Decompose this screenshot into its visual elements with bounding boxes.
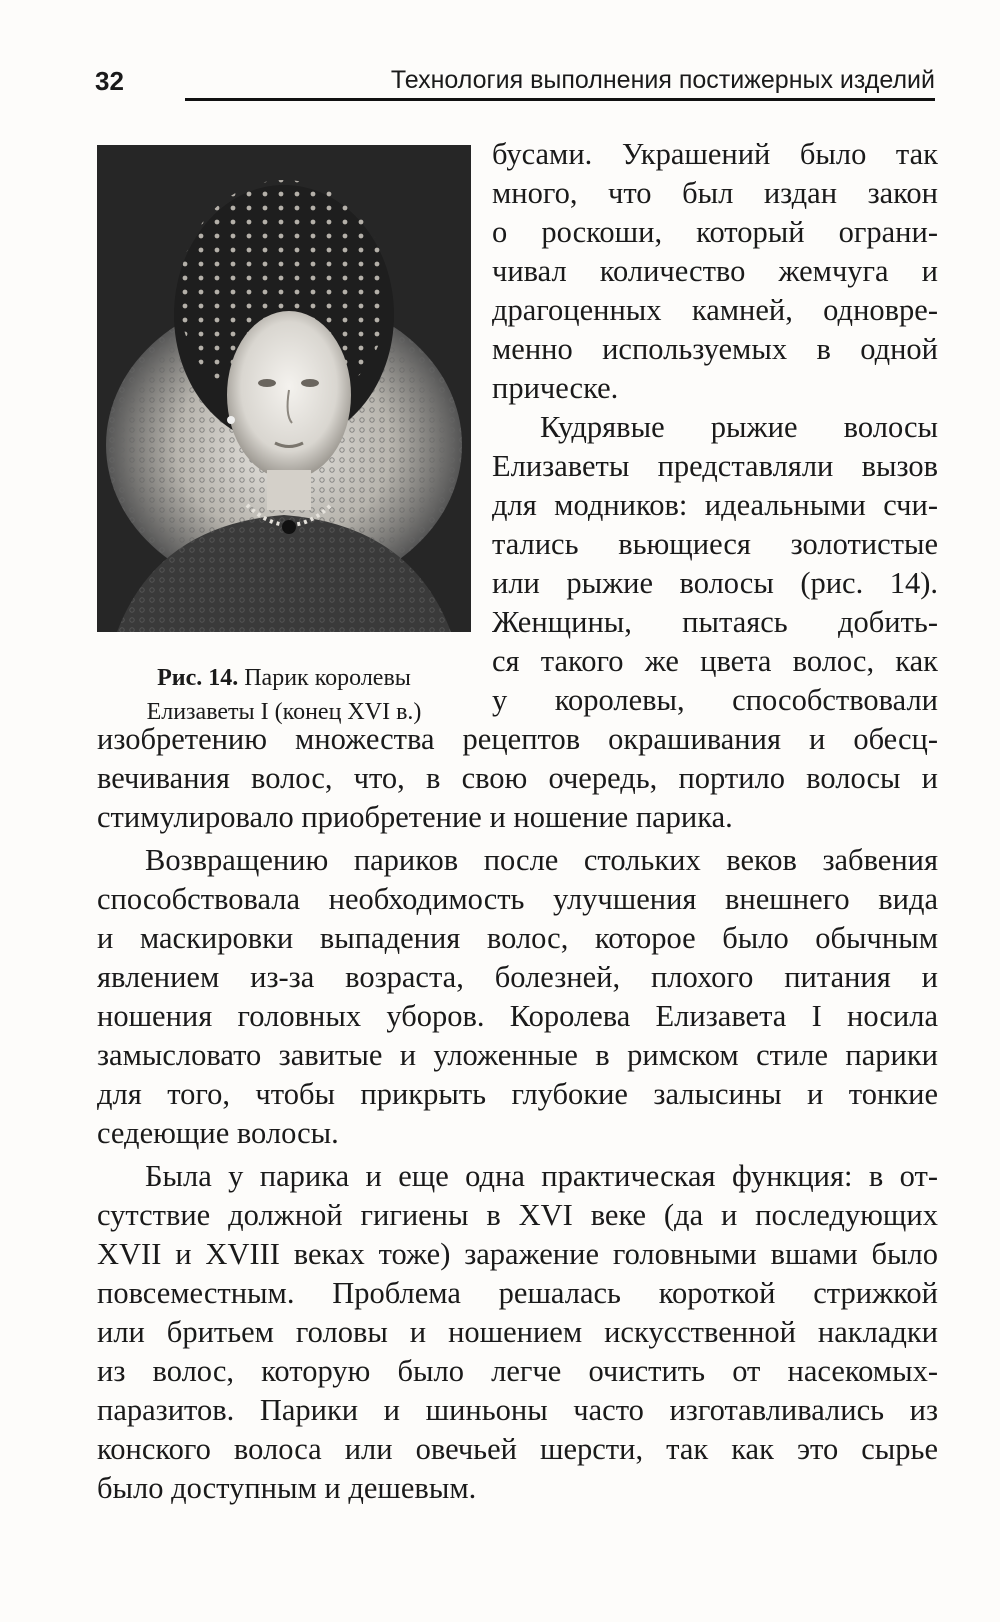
text-line: вечивания волос, что, в свою очередь, портило волосы и — [97, 761, 938, 795]
text-line: было доступным и дешевым. — [97, 1471, 477, 1505]
text-line: тались вьющиеся золотистые — [492, 527, 938, 561]
text-line: явлением из-за возраста, болезней, плохого питания и — [97, 960, 938, 994]
text-line: Женщины, пытаясь добить- — [492, 605, 938, 639]
page-number: 32 — [95, 66, 124, 96]
text-line: много, что был издан закон — [492, 176, 938, 210]
text-line: сутствие должной гигиены в XVI веке (да и последующих — [97, 1198, 938, 1232]
text-line: или рыжие волосы (рис. 14). — [492, 566, 938, 600]
text-line: конского волоса или овечьей шерсти, так как это сырье — [97, 1432, 938, 1466]
text-line: и маскировки выпадения волос, которое было обычным — [97, 921, 938, 955]
text-line: у королевы, способствовали — [492, 683, 938, 717]
text-line: стимулировало приобретение и ношение парика. — [97, 800, 733, 834]
text-line: бусами. Украшений было так — [492, 137, 938, 171]
text-line: о роскоши, который ограни- — [492, 215, 938, 249]
text-line: паразитов. Парики и шиньоны часто изготавливались из — [97, 1393, 938, 1427]
text-line: Кудрявые рыжие волосы — [540, 410, 938, 444]
figure-label: Рис. 14. — [157, 665, 239, 691]
text-line: драгоценных камней, одновре- — [492, 293, 938, 327]
caption-line-1: Парик королевы — [244, 665, 411, 691]
text-line: способствовала необходимость улучшения внешнего вида — [97, 882, 938, 916]
text-line: Елизаветы представляли вызов — [492, 449, 938, 483]
text-line: Возвращению париков после стольких веков забвения — [145, 843, 938, 877]
text-line: для того, чтобы прикрыть глубокие залысины и тонкие — [97, 1077, 938, 1111]
figure-caption — [97, 661, 471, 729]
text-line: чивал количество жемчуга и — [492, 254, 938, 288]
text-line: изобретению множества рецептов окрашивания и обесц- — [97, 722, 938, 756]
header-rule — [185, 98, 935, 101]
text-line: из волос, которую было легче очистить от насекомых- — [97, 1354, 938, 1388]
text-line: ношения головных уборов. Королева Елизавета I носила — [97, 999, 938, 1033]
portrait-figure — [97, 145, 471, 632]
caption-line-2: Елизаветы I (конец XVI в.) — [146, 699, 422, 725]
text-line: менно используемых в одной — [492, 332, 938, 366]
text-line: замысловато завитые и уложенные в римском стиле парики — [97, 1038, 938, 1072]
text-line: ся такого же цвета волос, как — [492, 644, 938, 678]
text-line: или бритьем головы и ношением искусственной накладки — [97, 1315, 938, 1349]
text-line: для модников: идеальными счи- — [492, 488, 938, 522]
text-line: седеющие волосы. — [97, 1116, 339, 1150]
text-line: повсеместным. Проблема решалась короткой стрижкой — [97, 1276, 938, 1310]
text-line: XVII и XVIII веках тоже) заражение головными вшами было — [97, 1237, 938, 1271]
page-header — [95, 58, 935, 100]
text-line: Была у парика и еще одна практическая функция: в от- — [145, 1159, 938, 1193]
text-line: прическе. — [492, 371, 619, 405]
portrait-image — [97, 145, 471, 632]
running-title: Технология выполнения постижерных изделий — [390, 66, 935, 94]
